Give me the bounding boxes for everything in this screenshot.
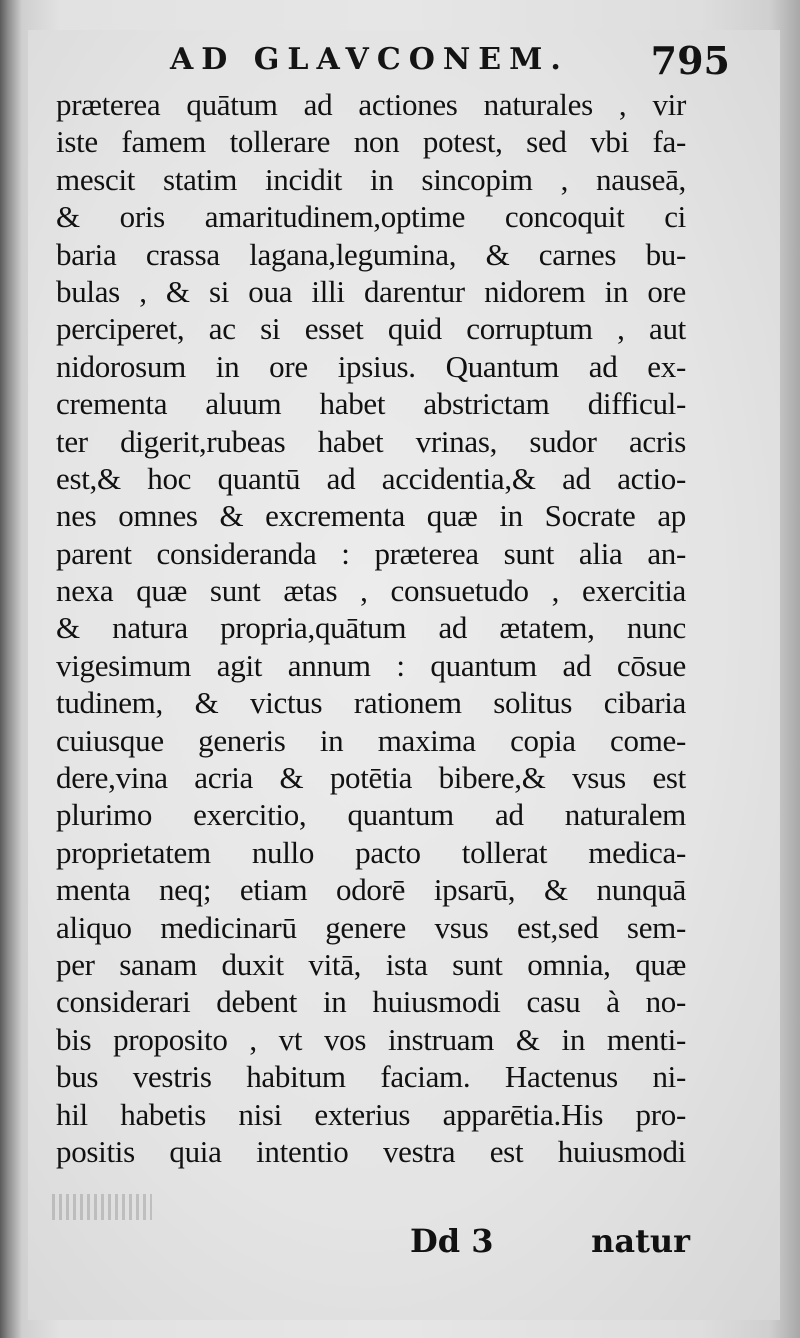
text-line: mescit statim incidit in sincopim , nauseā,	[56, 161, 686, 197]
text-line: parent consideranda : præterea sunt alia an-	[56, 535, 686, 571]
text-line: bus vestris habitum faciam. Hactenus ni-	[56, 1059, 686, 1095]
text-line: cuiusque generis in maxima copia come-	[56, 722, 686, 758]
signature-mark: Dd 3	[410, 1222, 494, 1260]
running-title: AD GLAVCONEM.	[170, 42, 569, 77]
text-line: plurimo exercitio, quantum ad naturalem	[56, 797, 686, 833]
text-line: præterea quātum ad actiones naturales , vir	[56, 87, 686, 122]
text-line: menta neq; etiam odorē ipsarū, & nunquā	[56, 872, 686, 908]
text-line: tudinem, & victus rationem solitus cibaria	[56, 685, 686, 721]
page-footer	[400, 1222, 690, 1262]
text-line: ter digerit,rubeas habet vrinas, sudor acris	[56, 423, 686, 459]
text-line: dere,vina acria & potētia bibere,& vsus est	[56, 760, 686, 796]
text-line: crementa aluum habet abstrictam difficul-	[56, 386, 686, 422]
text-line: iste famem tollerare non potest, sed vbi fa-	[56, 124, 686, 160]
page-header	[150, 38, 730, 86]
text-line: proprietatem nullo pacto tollerat medica-	[56, 834, 686, 870]
text-line: nes omnes & excrementa quæ in Socrate ap	[56, 498, 686, 534]
text-line: per sanam duxit vitā, ista sunt omnia, quæ	[56, 946, 686, 982]
text-line: baria crassa lagana,legumina, & carnes bu-	[56, 236, 686, 272]
text-line: aliquo medicinarū genere vsus est,sed sem-	[56, 909, 686, 945]
text-line: nexa quæ sunt ætas , consuetudo , exercitia	[56, 573, 686, 609]
text-line: vigesimum agit annum : quantum ad cōsue	[56, 647, 686, 683]
text-line: bis proposito , vt vos instruam & in menti-	[56, 1021, 686, 1057]
text-line: considerari debent in huiusmodi casu à no-	[56, 984, 686, 1020]
text-line: & natura propria,quātum ad ætatem, nunc	[56, 610, 686, 646]
text-line: & oris amaritudinem,optime concoquit ci	[56, 199, 686, 235]
text-line: est,& hoc quantū ad accidentia,& ad actio-	[56, 460, 686, 496]
catchword: natur	[591, 1222, 690, 1260]
text-line: positis quia intentio vestra est huiusmodi	[56, 1133, 686, 1169]
page-number: 795	[650, 38, 730, 83]
text-line: bulas , & si oua illi darentur nidorem in ore	[56, 273, 686, 309]
text-line: nidorosum in ore ipsius. Quantum ad ex-	[56, 348, 686, 384]
text-line: perciperet, ac si esset quid corruptum , aut	[56, 311, 686, 347]
text-line: hil habetis nisi exterius apparētia.His pro-	[56, 1096, 686, 1132]
body-text	[56, 86, 686, 1170]
show-through-ink	[52, 1194, 152, 1220]
